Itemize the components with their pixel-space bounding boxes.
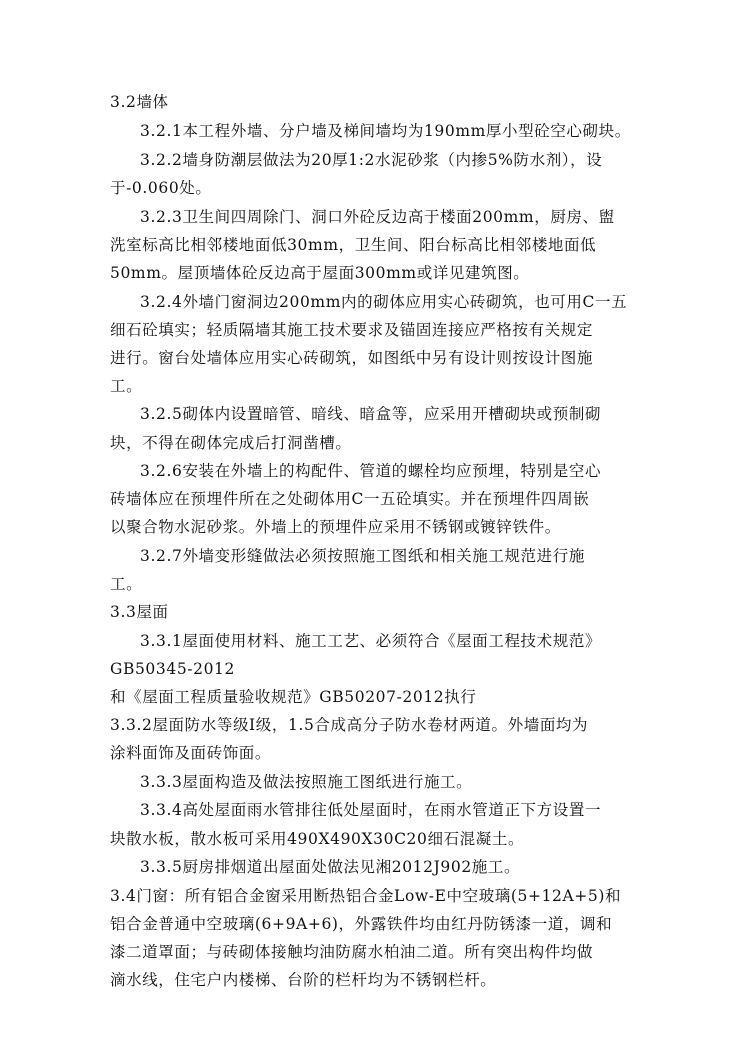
text-line: 块散水板，散水板可采用490X490X30C20细石混凝土。 (110, 830, 525, 848)
text-line: 和《屋面工程质量验收规范》GB50207-2012执行 (110, 688, 477, 706)
text-line: 3.4门窗：所有铝合金窗采用断热铝合金Low-E中空玻璃(5+12A+5)和 (110, 887, 622, 905)
text-line: 3.3.3屋面构造及做法按照施工图纸进行施工。 (140, 773, 473, 791)
text-line: 块，不得在砌体完成后打洞凿槽。 (110, 434, 352, 452)
text-line: 洗室标高比相邻楼地面低30mm，卫生间、阳台标高比相邻楼地面低 (110, 236, 597, 254)
text-line: 涂料面饰及面砖饰面。 (110, 744, 272, 762)
text-line: 3.2.7外墙变形缝做法必须按照施工图纸和相关施工规范进行施 (140, 547, 585, 565)
text-line: 滴水线，住宅户内楼梯、台阶的栏杆均为不锈钢栏杆。 (110, 971, 497, 989)
text-line: 3.3.4高处屋面雨水管排往低处屋面时，在雨水管道正下方设置一 (140, 801, 602, 819)
text-line: 3.3.2屋面防水等级I级，1.5合成高分子防水卷材两道。外墙面均为 (110, 716, 589, 734)
text-line: GB50345-2012 (110, 660, 235, 678)
text-line: 细石砼填实；轻质隔墙其施工技术要求及锚固连接应严格按有关规定 (110, 321, 594, 339)
text-line: 工。 (110, 575, 143, 593)
text-line: 3.3.1屋面使用材料、施工工艺、必须符合《屋面工程技术规范》 (140, 632, 602, 650)
text-line: 3.2.4外墙门窗洞边200mm内的砌体应用实心砖砌筑，也可用C一五 (140, 293, 628, 311)
text-line: 3.2.1本工程外墙、分户墙及梯间墙均为190mm厚小型砼空心砌块。 (140, 122, 631, 140)
text-line: 进行。窗台处墙体应用实心砖砌筑，如图纸中另有设计则按设计图施 (110, 349, 594, 367)
text-line: 3.2.5砌体内设置暗管、暗线、暗盒等，应采用开槽砌块或预制砌 (140, 405, 602, 423)
text-line: 铝合金普通中空玻璃(6+9A+6)，外露铁件均由红丹防锈漆一道，调和 (110, 915, 613, 933)
text-line: 3.2.6安装在外墙上的构配件、管道的螺栓均应预埋，特别是空心 (140, 462, 602, 480)
heading-3-3: 3.3屋面 (110, 603, 169, 621)
text-line: 工。 (110, 377, 143, 395)
text-line: 50mm。屋顶墙体砼反边高于屋面300mm或详见建筑图。 (110, 264, 530, 282)
text-line: 3.2.2墙身防潮层做法为20厚1:2水泥砂浆（内掺5%防水剂），设 (140, 151, 603, 169)
text-line: 3.2.3卫生间四周除门、洞口外砼反边高于楼面200mm，厨房、盥 (140, 208, 615, 226)
text-line: 于-0.060处。 (110, 179, 212, 197)
text-line: 砖墙体应在预埋件所在之处砌体用C一五砼填实。并在预埋件四周嵌 (110, 490, 590, 508)
heading-3-2: 3.2墙体 (110, 93, 169, 111)
text-line: 以聚合物水泥砂浆。外墙上的预埋件应采用不锈钢或镀锌铁件。 (110, 518, 561, 536)
text-line: 漆二道罩面；与砖砌体接触均油防腐水柏油二道。所有突出构件均做 (110, 943, 594, 961)
text-line: 3.3.5厨房排烟道出屋面处做法见湘2012J902施工。 (140, 858, 521, 876)
